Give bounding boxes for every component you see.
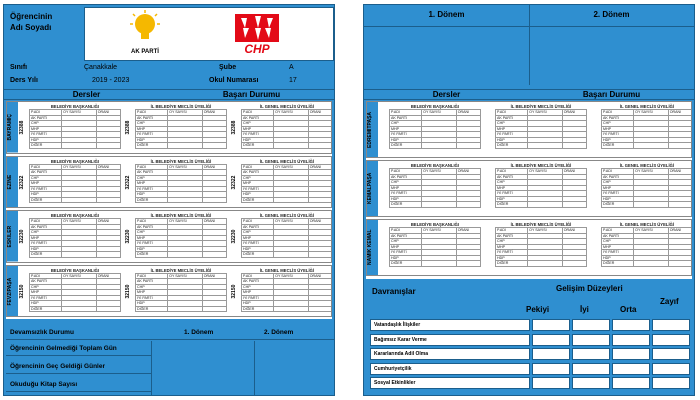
grade-cell[interactable] xyxy=(612,348,650,360)
behaviour-section xyxy=(366,281,694,395)
block-title: İL GENEL MECLİS ÜYELİĞİ xyxy=(619,222,675,227)
district-block xyxy=(6,265,332,318)
mini-table: P.ADI OY SAYISI ORANI AK PARTİ CHP MHP İYİ PARTİ HDP DİĞER xyxy=(495,168,587,208)
district-code xyxy=(485,220,494,275)
behaviour-row: Cumhuriyetçilik xyxy=(370,363,530,375)
mini-table: P.ADI OY SAYISI ORANI AK PARTİ CHP MHP İYİ PARTİ HDP DİĞER xyxy=(241,273,332,313)
akp-logo xyxy=(125,10,165,58)
district-code xyxy=(379,161,388,216)
late-days-row: Öğrencinin Geç Geldiği Günler xyxy=(6,359,151,374)
grade-cell[interactable] xyxy=(612,377,650,389)
akp-logo-text: AK PARTİ xyxy=(131,49,159,55)
block-title: BELEDİYE BAŞKANLIĞI xyxy=(410,222,460,227)
mini-table: P.ADI OY SAYISI ORANI AK PARTİ CHP MHP İYİ PARTİ HDP DİĞER xyxy=(29,164,121,204)
district-code: 32150 xyxy=(19,283,25,298)
block-title: İL GENEL MECLİS ÜYELİĞİ xyxy=(259,158,315,164)
right-subjects-bar xyxy=(364,89,694,100)
district-code: 32322 xyxy=(19,174,25,189)
subjects-bar xyxy=(4,89,334,100)
district-block xyxy=(6,101,332,154)
block-title: BELEDİYE BAŞKANLIĞI xyxy=(50,158,100,164)
block-title: İL BELEDİYE MECLİS ÜYELİĞİ xyxy=(150,158,212,164)
right-results-grid xyxy=(366,101,692,279)
chp-logo-text: CHP xyxy=(244,42,270,56)
grade-cell[interactable] xyxy=(572,319,610,331)
mini-table: P.ADI OY SAYISI ORANI AK PARTİ CHP MHP İYİ PARTİ HDP DİĞER xyxy=(29,109,121,149)
mini-table: P.ADI OY SAYISI ORANI AK PARTİ CHP MHP İYİ PARTİ HDP DİĞER xyxy=(241,164,332,204)
district-block xyxy=(6,156,332,209)
right-term1: 1. Dönem xyxy=(428,10,465,19)
district-code xyxy=(591,161,600,216)
left-report-card xyxy=(3,4,335,396)
block-title: İL GENEL MECLİS ÜYELİĞİ xyxy=(619,163,675,168)
absent-days-row: Öğrencinin Gelmediği Toplam Gün xyxy=(6,341,151,356)
attendance-term1: 1. Dönem xyxy=(184,329,214,336)
block-title: İL GENEL MECLİS ÜYELİĞİ xyxy=(259,104,315,109)
district-code: 32150 xyxy=(125,283,131,298)
district-code: 32388 xyxy=(125,120,131,135)
district-code xyxy=(379,102,388,157)
attendance-row xyxy=(6,325,334,340)
class-label: Sınıfı xyxy=(10,64,28,71)
grade-cell[interactable] xyxy=(532,334,570,346)
right-term2: 2. Dönem xyxy=(593,10,630,19)
grade-cell[interactable] xyxy=(532,319,570,331)
block-title: BELEDİYE BAŞKANLIĞI xyxy=(50,267,100,273)
district-block xyxy=(6,210,332,263)
block-title: BELEDİYE BAŞKANLIĞI xyxy=(410,104,460,109)
attendance-term2: 2. Dönem xyxy=(264,329,294,336)
mini-table: P.ADI OY SAYISI ORANI AK PARTİ CHP MHP İYİ PARTİ HDP DİĞER xyxy=(29,218,121,258)
district-code xyxy=(591,220,600,275)
books-read-row: Okuduğu Kitap Sayısı xyxy=(6,377,151,392)
grade-cell[interactable] xyxy=(652,334,690,346)
grade-cell[interactable] xyxy=(652,377,690,389)
grade-cell[interactable] xyxy=(572,348,610,360)
district-label: EDREMİTPAŞA xyxy=(367,102,378,157)
mini-table: P.ADI OY SAYISI ORANI AK PARTİ CHP MHP İYİ PARTİ HDP DİĞER xyxy=(389,168,481,208)
level-zayif: Zayıf xyxy=(660,297,679,306)
grade-cell[interactable] xyxy=(572,334,610,346)
block-title: İL BELEDİYE MECLİS ÜYELİĞİ xyxy=(150,104,212,109)
grade-cell[interactable] xyxy=(652,363,690,375)
school-number-label: Okul Numarası xyxy=(209,77,259,84)
mini-table: P.ADI OY SAYISI ORANI AK PARTİ CHP MHP İYİ PARTİ HDP DİĞER xyxy=(135,273,227,313)
behaviour-label: Davranışlar xyxy=(372,287,416,296)
lightbulb-icon xyxy=(130,10,160,44)
mini-table: P.ADI OY SAYISI ORANI AK PARTİ CHP MHP İYİ PARTİ HDP DİĞER xyxy=(135,218,227,258)
grade-cell[interactable] xyxy=(532,348,570,360)
block-title: İL GENEL MECLİS ÜYELİĞİ xyxy=(259,267,315,273)
block-title: BELEDİYE BAŞKANLIĞI xyxy=(50,104,100,109)
district-label: EZİNE xyxy=(7,157,18,208)
right-subjects-label: Dersler xyxy=(432,90,461,99)
block-title: İL BELEDİYE MECLİS ÜYELİĞİ xyxy=(150,213,212,218)
attendance-label: Devamsızlık Durumu xyxy=(10,329,74,336)
block-title: İL GENEL MECLİS ÜYELİĞİ xyxy=(619,104,675,109)
level-orta: Orta xyxy=(620,305,637,314)
district-code: 32230 xyxy=(125,229,131,244)
district-code: 32388 xyxy=(231,120,237,135)
grade-cell[interactable] xyxy=(572,377,610,389)
school-number-value: 17 xyxy=(289,77,297,84)
grade-cell[interactable] xyxy=(612,319,650,331)
district-label: KEMALPAŞA xyxy=(367,161,378,216)
success-label: Başarı Durumu xyxy=(222,90,281,99)
mini-table: P.ADI OY SAYISI ORANI AK PARTİ CHP MHP İYİ PARTİ HDP DİĞER xyxy=(601,227,692,267)
mini-table: P.ADI OY SAYISI ORANI AK PARTİ CHP MHP İYİ PARTİ HDP DİĞER xyxy=(389,109,481,149)
logo-area xyxy=(84,7,334,61)
district-label: BAYRAMİÇ xyxy=(7,102,18,153)
progress-label: Gelişim Düzeyleri xyxy=(556,284,623,293)
year-value: 2019 - 2023 xyxy=(92,77,130,84)
behaviour-row: Vatandaşlık İlişkiler xyxy=(370,319,530,331)
district-label: NAMIK KEMAL xyxy=(367,220,378,275)
grade-cell[interactable] xyxy=(612,363,650,375)
year-label: Ders Yılı xyxy=(10,77,38,84)
mini-table: P.ADI OY SAYISI ORANI AK PARTİ CHP MHP İYİ PARTİ HDP DİĞER xyxy=(29,273,121,313)
block-title: BELEDİYE BAŞKANLIĞI xyxy=(410,163,460,168)
district-code: 32150 xyxy=(231,283,237,298)
right-report-card xyxy=(363,4,695,396)
district-code: 32322 xyxy=(231,174,237,189)
chp-arrows-icon xyxy=(235,14,279,42)
behaviour-row: Kararlarında Adil Olma xyxy=(370,348,530,360)
district-code xyxy=(591,102,600,157)
mini-table: P.ADI OY SAYISI ORANI AK PARTİ CHP MHP İYİ PARTİ HDP DİĞER xyxy=(241,109,332,149)
grade-cell[interactable] xyxy=(572,363,610,375)
district-code: 32388 xyxy=(19,120,25,135)
mini-table: P.ADI OY SAYISI ORANI AK PARTİ CHP MHP İYİ PARTİ HDP DİĞER xyxy=(135,164,227,204)
behaviour-row: Bağımsız Karar Verme xyxy=(370,334,530,346)
grade-cell[interactable] xyxy=(532,363,570,375)
class-value: Çanakkale xyxy=(84,64,118,71)
block-title: İL BELEDİYE MECLİS ÜYELİĞİ xyxy=(510,163,572,168)
results-grid xyxy=(6,101,332,319)
block-title: BELEDİYE BAŞKANLIĞI xyxy=(50,213,100,218)
mini-table: P.ADI OY SAYISI ORANI AK PARTİ CHP MHP İYİ PARTİ HDP DİĞER xyxy=(601,168,692,208)
grade-cell[interactable] xyxy=(532,377,570,389)
district-label: ESKİLER xyxy=(7,211,18,262)
mini-table: P.ADI OY SAYISI ORANI AK PARTİ CHP MHP İYİ PARTİ HDP DİĞER xyxy=(495,109,587,149)
district-label: FEVZİPAŞA xyxy=(7,266,18,317)
grade-cell[interactable] xyxy=(612,334,650,346)
level-iyi: İyi xyxy=(580,305,589,314)
district-code xyxy=(485,102,494,157)
district-code xyxy=(485,161,494,216)
section-value: A xyxy=(289,64,294,71)
district-code xyxy=(379,220,388,275)
mini-table: P.ADI OY SAYISI ORANI AK PARTİ CHP MHP İYİ PARTİ HDP DİĞER xyxy=(495,227,587,267)
section-label: Şube xyxy=(219,64,237,71)
district-block xyxy=(366,160,692,217)
mini-table: P.ADI OY SAYISI ORANI AK PARTİ CHP MHP İYİ PARTİ HDP DİĞER xyxy=(135,109,227,149)
student-name-label: Öğrencinin Adı Soyadı xyxy=(10,12,53,32)
mini-table: P.ADI OY SAYISI ORANI AK PARTİ CHP MHP İYİ PARTİ HDP DİĞER xyxy=(389,227,481,267)
right-success-label: Başarı Durumu xyxy=(582,90,641,99)
district-code: 32230 xyxy=(231,229,237,244)
grade-cell[interactable] xyxy=(652,319,690,331)
behaviour-row: Sosyal Etkinlikler xyxy=(370,377,530,389)
grade-cell[interactable] xyxy=(652,348,690,360)
mini-table: P.ADI OY SAYISI ORANI AK PARTİ CHP MHP İYİ PARTİ HDP DİĞER xyxy=(241,218,332,258)
block-title: İL BELEDİYE MECLİS ÜYELİĞİ xyxy=(150,267,212,273)
block-title: İL BELEDİYE MECLİS ÜYELİĞİ xyxy=(510,104,572,109)
district-code: 32230 xyxy=(19,229,25,244)
chp-logo xyxy=(235,14,279,58)
level-pekiyi: Pekiyi xyxy=(526,305,550,314)
district-block xyxy=(366,101,692,158)
subjects-label: Dersler xyxy=(72,90,101,99)
mini-table: P.ADI OY SAYISI ORANI AK PARTİ CHP MHP İYİ PARTİ HDP DİĞER xyxy=(601,109,692,149)
district-block xyxy=(366,219,692,276)
block-title: İL GENEL MECLİS ÜYELİĞİ xyxy=(259,213,315,218)
district-code: 32322 xyxy=(125,174,131,189)
block-title: İL BELEDİYE MECLİS ÜYELİĞİ xyxy=(510,222,572,227)
